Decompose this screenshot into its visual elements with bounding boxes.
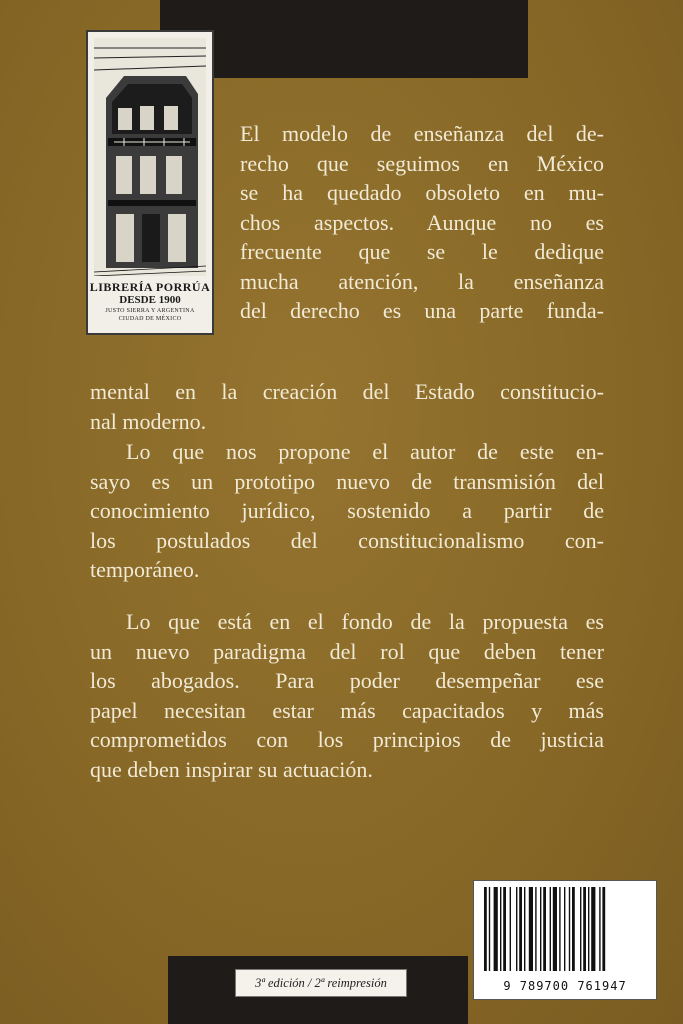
text-line: Lo que nos propone el autor de este en- xyxy=(126,439,604,464)
text-line: frecuente que se le dedique xyxy=(240,239,604,264)
logo-address-1: JUSTO SIERRA Y ARGENTINA xyxy=(105,308,195,314)
text-line: recho que seguimos en México xyxy=(240,150,604,176)
isbn-barcode xyxy=(473,880,657,1000)
text-line: Lo que está en el fondo de la propuesta es xyxy=(126,609,604,634)
top-dark-band xyxy=(160,0,528,78)
text-line: mucha atención, la enseñanza xyxy=(240,268,604,294)
logo-name: LIBRERÍA PORRÚA xyxy=(89,280,211,294)
text-line: papel necesitan estar más capacitados y más xyxy=(90,697,604,723)
text-line: los abogados. Para poder desempeñar ese xyxy=(90,668,604,693)
text-line: mental en la creación del Estado constitucio- xyxy=(90,379,604,404)
building-engraving-icon xyxy=(94,38,206,276)
logo-since: DESDE 1900 xyxy=(119,294,181,306)
text-line: sayo es un prototipo nuevo de transmisión del xyxy=(90,468,604,494)
text-line: del derecho es una parte funda- xyxy=(240,298,604,323)
paragraph-1 xyxy=(240,119,604,326)
text-line: se ha quedado obsoleto en mu- xyxy=(240,180,604,205)
text-line: que deben inspirar su actuación. xyxy=(90,756,373,782)
text-line: un nuevo paradigma del rol que deben tener xyxy=(90,638,604,664)
edition-label: 3ª edición / 2ª reimpresión xyxy=(235,969,407,997)
text-line: nal moderno. xyxy=(90,408,207,434)
text-line: comprometidos con los principios de justicia xyxy=(90,727,604,752)
text-line: temporáneo. xyxy=(90,557,200,582)
paragraph-1-continued xyxy=(90,377,604,436)
text-line: chos aspectos. Aunque no es xyxy=(240,209,604,235)
text-line: El modelo de enseñanza del de- xyxy=(240,121,604,146)
barcode-bars-icon xyxy=(482,887,648,973)
paragraph-3 xyxy=(90,607,604,784)
text-line: los postulados del constitucionalismo con- xyxy=(90,527,604,553)
isbn-number: 9 789700 761947 xyxy=(503,979,627,993)
text-line: conocimiento jurídico, sostenido a partir de xyxy=(90,498,604,523)
logo-address-2: CIUDAD DE MÉXICO xyxy=(118,316,182,322)
publisher-logo xyxy=(86,30,214,335)
paragraph-2 xyxy=(90,437,604,585)
logo-caption xyxy=(88,280,212,323)
